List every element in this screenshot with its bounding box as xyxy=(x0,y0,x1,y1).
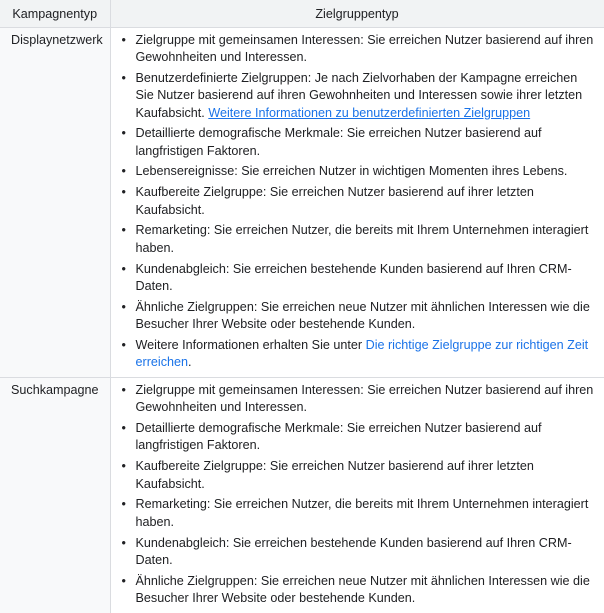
list-item-text: Kaufbereite Zielgruppe: Sie erreichen Nutzer basierend auf ihrer letzten Kaufabsicht. xyxy=(135,185,534,217)
list-item xyxy=(136,261,594,295)
list-item-text: Zielgruppe mit gemeinsamen Interessen: Sie erreichen Nutzer basierend auf ihren Gewohnheiten und Interessen. xyxy=(135,383,594,415)
list-item-text: Kaufbereite Zielgruppe: Sie erreichen Nutzer basierend auf ihrer letzten Kaufabsicht. xyxy=(135,459,534,491)
audience-types-cell xyxy=(110,28,604,378)
right-audience-info-link[interactable]: Die richtige Zielgruppe zur richtigen Zeit erreichen xyxy=(135,337,589,369)
table-row xyxy=(0,28,604,378)
list-item-text: Remarketing: Sie erreichen Nutzer, die bereits mit Ihrem Unternehmen interagiert haben. xyxy=(135,497,589,529)
list-item xyxy=(136,382,594,416)
table-header-row xyxy=(0,0,604,28)
list-item xyxy=(136,496,594,530)
list-item-text: Lebensereignisse: Sie erreichen Nutzer in wichtigen Momenten ihres Lebens. xyxy=(135,164,568,179)
column-header-audience-type: Zielgruppentyp xyxy=(110,0,604,28)
list-item-text: Zielgruppe mit gemeinsamen Interessen: Sie erreichen Nutzer basierend auf ihren Gewohnheiten und Interessen. xyxy=(135,33,594,65)
list-item xyxy=(136,420,594,454)
list-item-text: Ähnliche Zielgruppen: Sie erreichen neue Nutzer mit ähnlichen Interessen wie die Besucher Ihrer Website oder bestehende Kunden. xyxy=(135,299,590,331)
list-item-text: Kundenabgleich: Sie erreichen bestehende Kunden basierend auf Ihren CRM-Daten. xyxy=(135,535,572,567)
audience-list xyxy=(111,382,594,607)
list-item-text: Detaillierte demografische Merkmale: Sie erreichen Nutzer basierend auf langfristigen Faktoren. xyxy=(135,421,542,453)
list-item xyxy=(136,458,594,492)
list-item xyxy=(136,70,594,122)
custom-audiences-info-link[interactable]: Weitere Informationen zu benutzerdefinierten Zielgruppen xyxy=(208,105,531,120)
list-item xyxy=(136,337,594,371)
list-item-text: Ähnliche Zielgruppen: Sie erreichen neue Nutzer mit ähnlichen Interessen wie die Besucher Ihrer Website oder bestehende Kunden. xyxy=(135,573,590,605)
list-item xyxy=(136,184,594,218)
campaign-type-cell: Suchkampagne xyxy=(0,378,110,613)
column-header-campaign-type: Kampagnentyp xyxy=(0,0,110,28)
list-item-text: Kundenabgleich: Sie erreichen bestehende Kunden basierend auf Ihren CRM-Daten. xyxy=(135,261,572,293)
list-item xyxy=(136,125,594,159)
list-item-suffix: . xyxy=(188,354,192,369)
campaign-type-cell: Displaynetzwerk xyxy=(0,28,110,378)
list-item-text: Weitere Informationen erhalten Sie unter xyxy=(135,337,366,352)
list-item xyxy=(136,573,594,607)
list-item-text: Remarketing: Sie erreichen Nutzer, die bereits mit Ihrem Unternehmen interagiert haben. xyxy=(135,223,589,255)
list-item xyxy=(136,222,594,256)
table-row xyxy=(0,378,604,613)
audience-list xyxy=(111,32,594,371)
audience-types-cell xyxy=(110,378,604,613)
list-item xyxy=(136,163,594,180)
list-item xyxy=(136,535,594,569)
list-item xyxy=(136,32,594,66)
list-item-text: Benutzerdefinierte Zielgruppen: Je nach Zielvorhaben der Kampagne erreichen Sie Nutzer basierend auf ihren Gewohnheiten und Interessen sowie ihrer letzten Kaufabsicht. xyxy=(135,71,583,120)
list-item-text: Detaillierte demografische Merkmale: Sie erreichen Nutzer basierend auf langfristigen Faktoren. xyxy=(135,126,542,158)
list-item xyxy=(136,299,594,333)
